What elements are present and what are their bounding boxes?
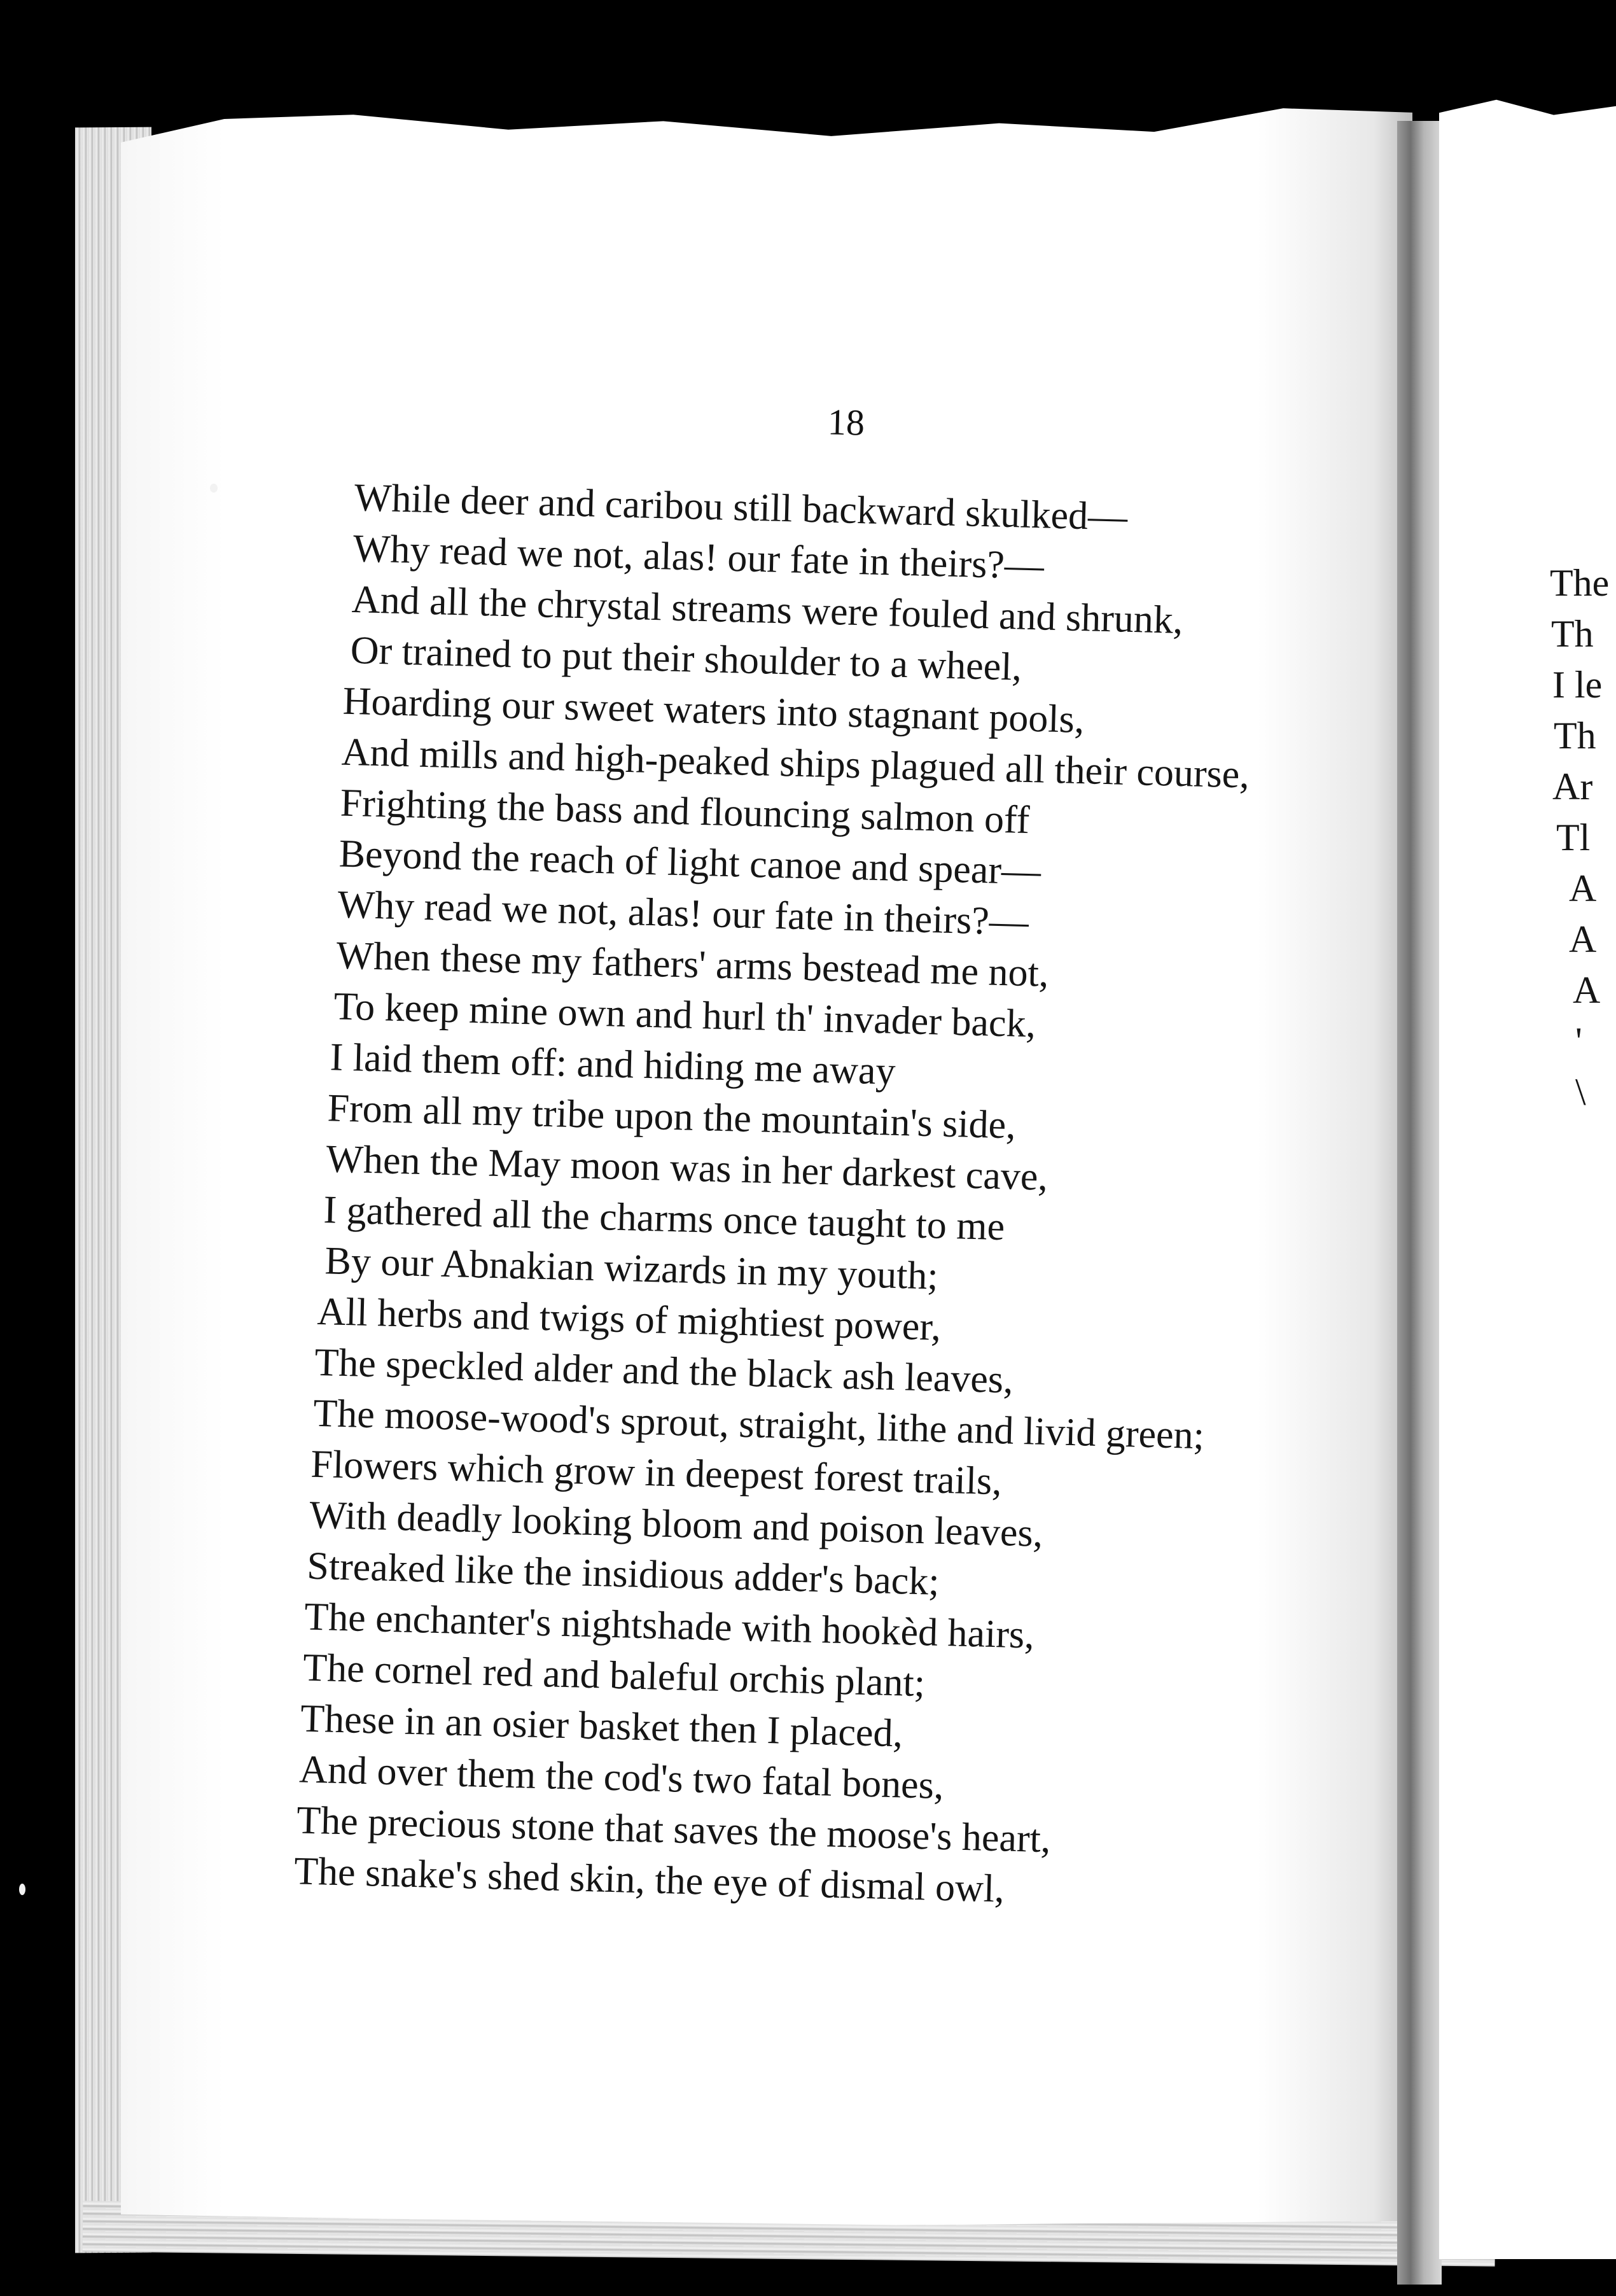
poem-line: I gathered all the charms once taught to me — [323, 1188, 1005, 1249]
poem-line: Hoarding our sweet waters into stagnant pools, — [342, 679, 1085, 742]
poem-line: By our Abnakian wizards in my youth; — [324, 1239, 939, 1298]
poem-line: The enchanter's nightshade with hookèd hairs, — [303, 1595, 1035, 1657]
poem-line: These in an osier basket then I placed, — [300, 1697, 903, 1756]
book-gutter — [1397, 121, 1442, 2285]
poem-line: While deer and caribou still backward skulked— — [354, 475, 1128, 539]
poem-line: Flowers which grow in deepest forest trails, — [310, 1442, 1003, 1504]
facing-page-line: Th — [1551, 613, 1594, 655]
facing-page-line: I le — [1552, 664, 1603, 706]
facing-page-line: \ — [1575, 1071, 1586, 1113]
paper-speck — [19, 1884, 25, 1895]
poem-line: Or trained to put their shoulder to a wheel, — [350, 628, 1022, 689]
page-number: 18 — [827, 401, 865, 444]
poem-line: Why read we not, alas! our fate in theirs?— — [337, 883, 1029, 944]
poem-line: And over them the cod's two fatal bones, — [298, 1747, 945, 1808]
poem-line: When these my fathers' arms bestead me not, — [335, 934, 1050, 995]
poem-line: Streaked like the insidious adder's back; — [306, 1544, 940, 1604]
right-page — [1439, 95, 1616, 2259]
facing-page-line: The — [1550, 562, 1610, 604]
poem-line: All herbs and twigs of mightiest power, — [316, 1289, 942, 1349]
poem-line: From all my tribe upon the mountain's side, — [326, 1086, 1017, 1147]
poem-line: And all the chrystal streams were fouled and shrunk, — [351, 577, 1184, 642]
poem-line: When the May moon was in her darkest cave, — [325, 1137, 1048, 1199]
poem-line: The precious stone that saves the moose's heart, — [296, 1798, 1052, 1861]
facing-page-line: Ar — [1552, 766, 1593, 808]
poem-line: I laid them off: and hiding me away — [329, 1035, 896, 1093]
poem-line: The speckled alder and the black ash leaves, — [314, 1340, 1014, 1402]
poem-text — [293, 472, 1385, 1923]
facing-page-text — [1550, 557, 1616, 1117]
poem-line: Frighting the bass and flouncing salmon off — [339, 781, 1031, 842]
poem-line: Beyond the reach of light canoe and spear— — [338, 832, 1041, 893]
poem-line: Why read we not, alas! our fate in theirs?— — [352, 526, 1045, 588]
poem-line: To keep mine own and hurl th' invader back, — [333, 984, 1036, 1046]
poem-line: The snake's shed skin, the eye of dismal owl, — [293, 1849, 1005, 1911]
facing-page-line: Tl — [1556, 816, 1591, 858]
poem-line: And mills and high-peaked ships plagued all their course, — [341, 730, 1250, 797]
poem-line: With deadly looking bloom and poison leaves, — [309, 1493, 1043, 1555]
paper-speck — [210, 484, 218, 493]
facing-page-line: A — [1569, 867, 1597, 909]
facing-page-line: A — [1569, 918, 1597, 960]
poem-line: The moose-wood's sprout, straight, lithe and livid green; — [312, 1391, 1205, 1458]
facing-page-line: ' — [1575, 1020, 1582, 1062]
facing-page-line: A — [1573, 969, 1601, 1011]
facing-page-line: Th — [1554, 715, 1596, 757]
poem-line: The cornel red and baleful orchis plant; — [302, 1646, 926, 1705]
